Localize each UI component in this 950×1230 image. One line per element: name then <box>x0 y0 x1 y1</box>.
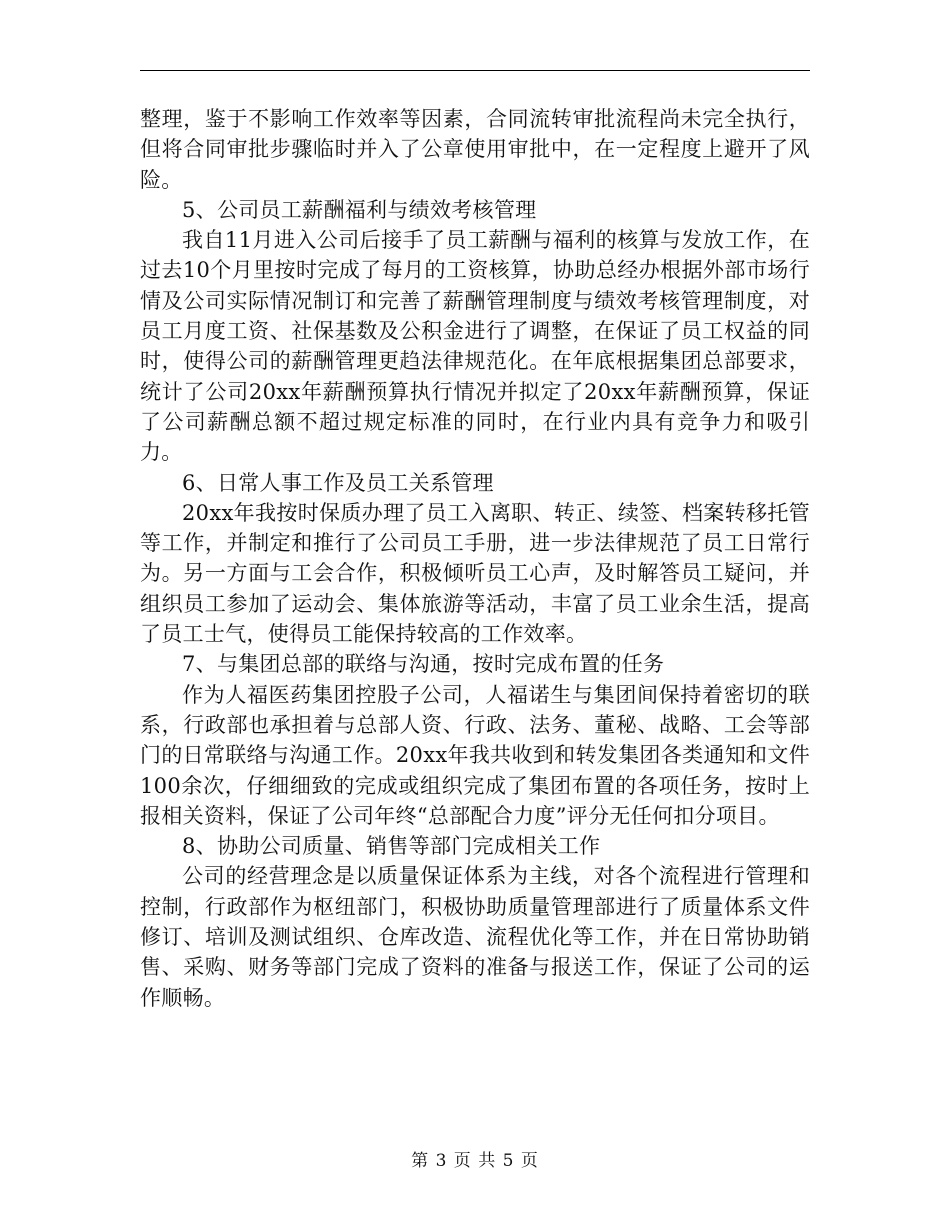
document-body <box>140 104 810 1013</box>
paragraph-quality-sales-support: 公司的经营理念是以质量保证体系为主线，对各个流程进行管理和控制，行政部作为枢纽部门，积极协助质量管理部进行了质量体系文件修订、培训及测试组织、仓库改造、流程优化等工作，并在日常协助销售、采购、财务等部门完成了资料的准备与报送工作，保证了公司的运作顺畅。 <box>140 864 810 1010</box>
page-number-footer: 第 3 页 共 5 页 <box>411 1151 539 1171</box>
paragraph-personnel-relations: 20xx年我按时保质办理了员工入离职、转正、续签、档案转移托管等工作，并制定和推行了公司员工手册，进一步法律规范了员工日常行为。另一方面与工会合作，积极倾听员工心声，及时解答员工疑问，并组织员工参加了运动会、集体旅游等活动，丰富了员工业余生活，提高了员工士气，使得员工能保持较高的工作效率。 <box>140 500 810 647</box>
paragraph-salary-benefits: 我自11月进入公司后接手了员工薪酬与福利的核算与发放工作，在过去10个月里按时完成了每月的工资核算，协助总经办根据外部市场行情及公司实际情况制订和完善了薪酬管理制度与绩效考核管理制度，对员工月度工资、社保基数及公积金进行了调整，在保证了员工权益的同时，使得公司的薪酬管理更趋法律规范化。在年底根据集团总部要求，统计了公司20xx年薪酬预算执行情况并拟定了20xx年薪酬预算，保证了公司薪酬总额不超过规定标准的同时，在行业内具有竞争力和吸引力。 <box>140 228 810 465</box>
section-heading-7: 7、与集团总部的联络与沟通，按时完成布置的任务 <box>182 652 665 677</box>
paragraph-continuation: 整理，鉴于不影响工作效率等因素，合同流转审批流程尚未完全执行，但将合同审批步骤临时并入了公章使用审批中，在一定程度上避开了风险。 <box>140 107 810 192</box>
header-rule <box>140 70 810 71</box>
section-heading-8: 8、协助公司质量、销售等部门完成相关工作 <box>182 834 601 859</box>
section-heading-6: 6、日常人事工作及员工关系管理 <box>182 470 494 495</box>
paragraph-group-liaison: 作为人福医药集团控股子公司，人福诺生与集团间保持着密切的联系，行政部也承担着与总部人资、行政、法务、董秘、战略、工会等部门的日常联络与沟通工作。20xx年我共收到和转发集团各类通知和文件100余次，仔细细致的完成或组织完成了集团布置的各项任务，按时上报相关资料，保证了公司年终“总部配合力度”评分无任何扣分项目。 <box>140 682 810 828</box>
section-heading-5: 5、公司员工薪酬福利与绩效考核管理 <box>182 197 537 222</box>
